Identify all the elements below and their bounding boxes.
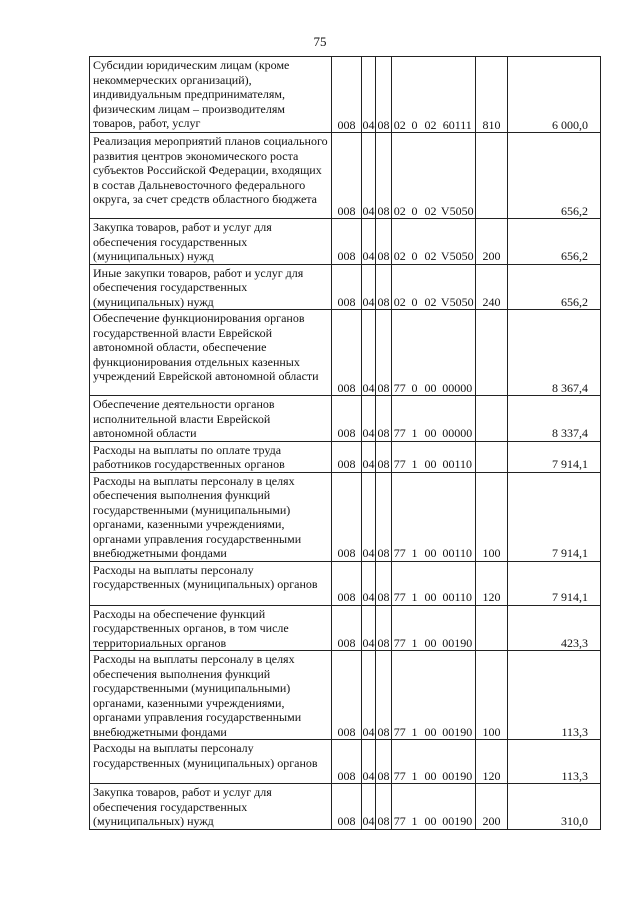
table-cell-expense-type: 100: [476, 651, 508, 740]
table-cell-sum: 656,2: [508, 264, 601, 310]
table-row: [90, 740, 601, 784]
table-cell-program: 77: [392, 740, 408, 784]
table-cell-main-activity: 00: [422, 651, 440, 740]
table-cell-name: Расходы на выплаты персоналу государственных (муниципальных) органов: [90, 740, 332, 784]
table-cell-rz: 04: [362, 396, 376, 442]
table-cell-name: Расходы на обеспечение функций государственных органов, в том числе территориальных органов: [90, 605, 332, 651]
table-cell-grbs: 008: [332, 57, 362, 133]
table-cell-expense-type: 120: [476, 561, 508, 605]
table-cell-sum: 7 914,1: [508, 472, 601, 561]
table-row: [90, 605, 601, 651]
table-cell-direction: V5050: [440, 133, 476, 219]
table-cell-sum: 8 337,4: [508, 396, 601, 442]
table-row: [90, 784, 601, 830]
table-cell-pr: 08: [376, 441, 392, 472]
table-row: [90, 133, 601, 219]
table-cell-subprogram: 1: [408, 651, 422, 740]
table-cell-sum: 656,2: [508, 219, 601, 265]
table-cell-subprogram: 0: [408, 310, 422, 396]
table-cell-grbs: 008: [332, 219, 362, 265]
table-cell-name: Субсидии юридическим лицам (кроме некоммерческих организаций), индивидуальным предпринимателям, физическим лицам – производителям товаров, работ, услуг: [90, 57, 332, 133]
table-cell-subprogram: 0: [408, 57, 422, 133]
table-cell-rz: 04: [362, 133, 376, 219]
table-cell-sum: 310,0: [508, 784, 601, 830]
table-cell-main-activity: 02: [422, 133, 440, 219]
table-cell-pr: 08: [376, 310, 392, 396]
table-cell-name: Обеспечение функционирования органов государственной власти Еврейской автономной области, обеспечение функционирования отдельных казенных учреждений Еврейской автономной области: [90, 310, 332, 396]
table-cell-rz: 04: [362, 561, 376, 605]
table-cell-rz: 04: [362, 472, 376, 561]
table-row: [90, 651, 601, 740]
table-cell-expense-type: [476, 133, 508, 219]
table-cell-program: 77: [392, 472, 408, 561]
table-cell-name: Расходы на выплаты персоналу в целях обеспечения выполнения функций государственными (муниципальными) органами, казенными учреждениями, органами управления государственными внебюджетными фондами: [90, 651, 332, 740]
table-cell-program: 02: [392, 57, 408, 133]
table-cell-pr: 08: [376, 740, 392, 784]
table-cell-sum: 6 000,0: [508, 57, 601, 133]
table-cell-rz: 04: [362, 264, 376, 310]
table-cell-main-activity: 00: [422, 441, 440, 472]
table-cell-main-activity: 02: [422, 264, 440, 310]
table-cell-main-activity: 00: [422, 784, 440, 830]
table-row: [90, 57, 601, 133]
table-cell-name: Реализация мероприятий планов социального развития центров экономического роста субъектов Российской Федерации, входящих в состав Дальневосточного федерального округа, за счет средств областного бюджета: [90, 133, 332, 219]
table-cell-subprogram: 1: [408, 472, 422, 561]
table-row: [90, 310, 601, 396]
table-cell-grbs: 008: [332, 133, 362, 219]
table-cell-expense-type: 200: [476, 784, 508, 830]
table-cell-direction: 60111: [440, 57, 476, 133]
table-cell-expense-type: 810: [476, 57, 508, 133]
table-cell-pr: 08: [376, 651, 392, 740]
table-cell-expense-type: 200: [476, 219, 508, 265]
table-cell-pr: 08: [376, 264, 392, 310]
table-cell-sum: 656,2: [508, 133, 601, 219]
table-cell-grbs: 008: [332, 784, 362, 830]
table-cell-pr: 08: [376, 219, 392, 265]
table-row: [90, 441, 601, 472]
table-cell-expense-type: 120: [476, 740, 508, 784]
table-cell-subprogram: 0: [408, 219, 422, 265]
table-cell-rz: 04: [362, 57, 376, 133]
table-cell-subprogram: 1: [408, 441, 422, 472]
table-cell-program: 77: [392, 605, 408, 651]
table-cell-pr: 08: [376, 396, 392, 442]
table-cell-grbs: 008: [332, 651, 362, 740]
table-cell-name: Иные закупки товаров, работ и услуг для обеспечения государственных (муниципальных) нужд: [90, 264, 332, 310]
table-cell-pr: 08: [376, 605, 392, 651]
table-cell-rz: 04: [362, 605, 376, 651]
table-cell-direction: 00110: [440, 441, 476, 472]
table-cell-subprogram: 0: [408, 264, 422, 310]
table-cell-expense-type: 100: [476, 472, 508, 561]
table-cell-sum: 7 914,1: [508, 561, 601, 605]
table-row: [90, 561, 601, 605]
table-cell-pr: 08: [376, 133, 392, 219]
table-cell-program: 77: [392, 396, 408, 442]
table-cell-name: Закупка товаров, работ и услуг для обеспечения государственных (муниципальных) нужд: [90, 784, 332, 830]
table-cell-program: 77: [392, 651, 408, 740]
table-cell-program: 77: [392, 561, 408, 605]
table-cell-expense-type: [476, 441, 508, 472]
table-cell-sum: 423,3: [508, 605, 601, 651]
table-cell-program: 77: [392, 784, 408, 830]
table-cell-rz: 04: [362, 219, 376, 265]
page-number: 75: [313, 34, 327, 49]
table-cell-rz: 04: [362, 310, 376, 396]
table-cell-main-activity: 00: [422, 561, 440, 605]
table-cell-name: Расходы на выплаты персоналу государственных (муниципальных) органов: [90, 561, 332, 605]
table-cell-direction: V5050: [440, 219, 476, 265]
table-cell-direction: 00110: [440, 472, 476, 561]
table-cell-direction: 00110: [440, 561, 476, 605]
table-cell-program: 77: [392, 441, 408, 472]
table-cell-subprogram: 1: [408, 740, 422, 784]
table-cell-subprogram: 1: [408, 605, 422, 651]
table-cell-rz: 04: [362, 784, 376, 830]
table-cell-rz: 04: [362, 441, 376, 472]
table-cell-program: 77: [392, 310, 408, 396]
table-cell-program: 02: [392, 133, 408, 219]
table-cell-rz: 04: [362, 651, 376, 740]
table-cell-main-activity: 00: [422, 740, 440, 784]
table-cell-subprogram: 1: [408, 784, 422, 830]
table-cell-grbs: 008: [332, 605, 362, 651]
table-cell-direction: 00190: [440, 740, 476, 784]
table-row: [90, 396, 601, 442]
table-cell-direction: 00190: [440, 651, 476, 740]
table-cell-direction: V5050: [440, 264, 476, 310]
table-cell-rz: 04: [362, 740, 376, 784]
table-cell-grbs: 008: [332, 310, 362, 396]
table-cell-program: 02: [392, 264, 408, 310]
table-cell-expense-type: [476, 310, 508, 396]
table-cell-grbs: 008: [332, 561, 362, 605]
table-cell-grbs: 008: [332, 472, 362, 561]
table-cell-grbs: 008: [332, 740, 362, 784]
table-cell-subprogram: 1: [408, 561, 422, 605]
table-cell-pr: 08: [376, 561, 392, 605]
table-cell-pr: 08: [376, 784, 392, 830]
table-cell-direction: 00000: [440, 396, 476, 442]
table-cell-main-activity: 00: [422, 472, 440, 561]
table-cell-subprogram: 1: [408, 396, 422, 442]
table-body: [90, 57, 601, 830]
table-cell-name: Обеспечение деятельности органов исполнительной власти Еврейской автономной области: [90, 396, 332, 442]
table-cell-direction: 00190: [440, 605, 476, 651]
table-cell-sum: 7 914,1: [508, 441, 601, 472]
table-cell-expense-type: [476, 605, 508, 651]
table-cell-main-activity: 00: [422, 396, 440, 442]
table-cell-main-activity: 02: [422, 57, 440, 133]
table-cell-name: Расходы на выплаты по оплате труда работников государственных органов: [90, 441, 332, 472]
table-cell-subprogram: 0: [408, 133, 422, 219]
table-cell-direction: 00190: [440, 784, 476, 830]
table-cell-grbs: 008: [332, 441, 362, 472]
table-cell-direction: 00000: [440, 310, 476, 396]
table-cell-sum: 113,3: [508, 651, 601, 740]
table-cell-main-activity: 00: [422, 310, 440, 396]
table-row: [90, 472, 601, 561]
table-cell-sum: 8 367,4: [508, 310, 601, 396]
table-cell-expense-type: 240: [476, 264, 508, 310]
table-cell-program: 02: [392, 219, 408, 265]
table-cell-pr: 08: [376, 57, 392, 133]
table-cell-name: Закупка товаров, работ и услуг для обеспечения государственных (муниципальных) нужд: [90, 219, 332, 265]
table-cell-expense-type: [476, 396, 508, 442]
table-cell-name: Расходы на выплаты персоналу в целях обеспечения выполнения функций государственными (муниципальными) органами, казенными учреждениями, органами управления государственными внебюджетными фондами: [90, 472, 332, 561]
table-row: [90, 264, 601, 310]
table-cell-main-activity: 02: [422, 219, 440, 265]
budget-table: [89, 56, 601, 830]
table-cell-main-activity: 00: [422, 605, 440, 651]
table-cell-grbs: 008: [332, 264, 362, 310]
table-cell-sum: 113,3: [508, 740, 601, 784]
table-cell-pr: 08: [376, 472, 392, 561]
table-row: [90, 219, 601, 265]
table-cell-grbs: 008: [332, 396, 362, 442]
